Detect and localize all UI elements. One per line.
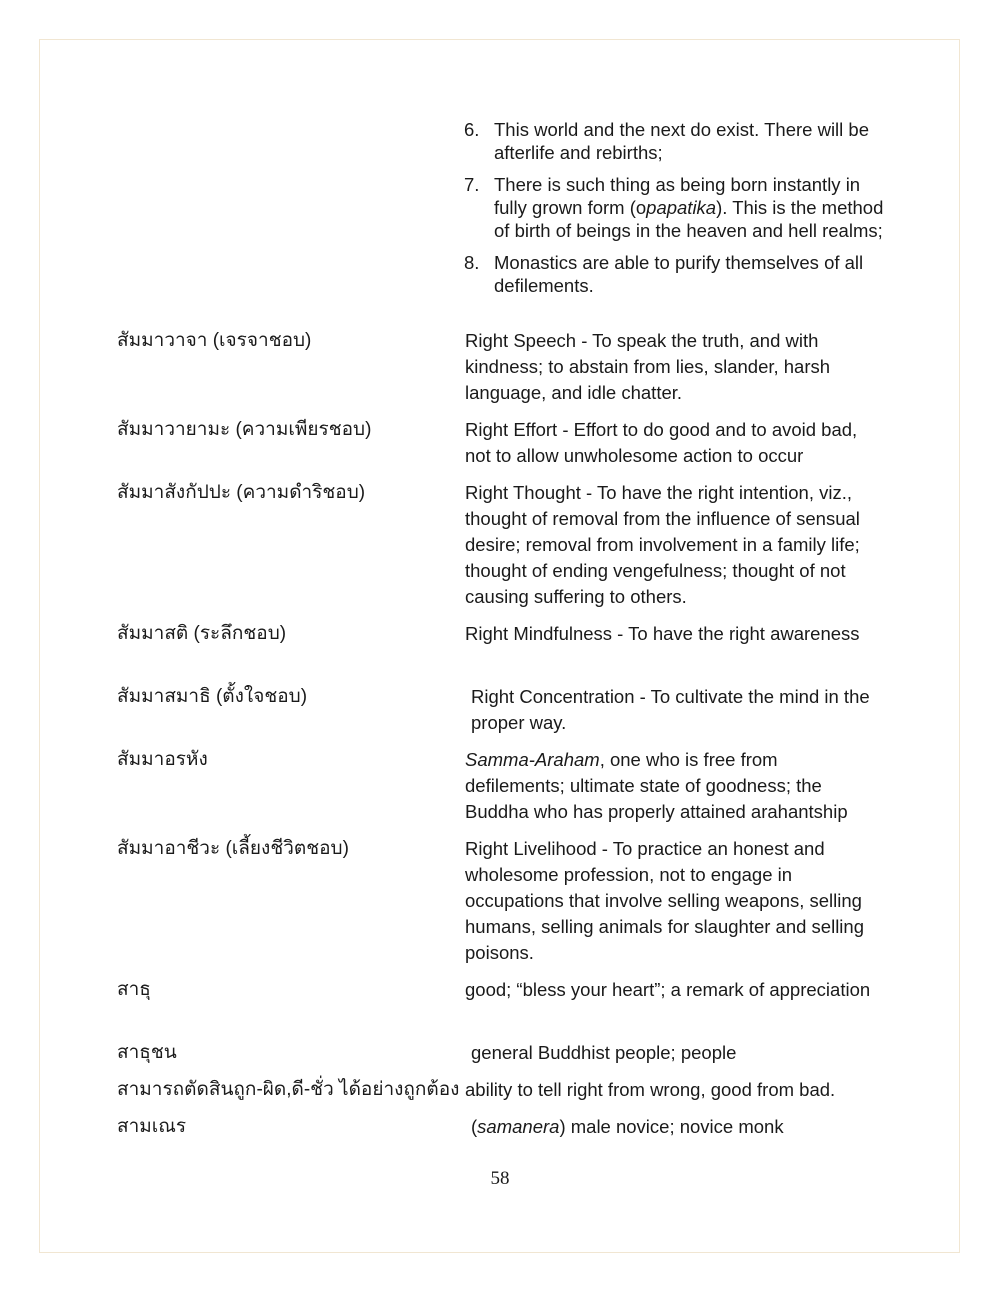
entry-definition: Right Mindfulness - To have the right awareness: [465, 623, 860, 644]
definition-italic: Samma-Araham: [465, 749, 600, 770]
entry-term: สามารถตัดสินถูก-ผิด,ดี-ชั่ว ได้อย่างถูกต้อง: [117, 1079, 460, 1100]
entry-definition: Right Concentration - To cultivate the mind in the proper way.: [471, 686, 870, 733]
entry-term: สัมมาวาจา (เจรจาชอบ): [117, 330, 312, 351]
entry-definition: ability to tell right from wrong, good from bad.: [465, 1079, 836, 1100]
item-number: 8.: [464, 252, 480, 273]
entry-term: สัมมาวายามะ (ความเพียรชอบ): [117, 419, 372, 440]
entry-term: สัมมาสมาธิ (ตั้งใจชอบ): [117, 686, 308, 707]
numbered-list: [464, 118, 894, 306]
list-item: [464, 251, 894, 297]
item-number: 7.: [464, 174, 480, 195]
entry-term: สัมมาอรหัง: [117, 749, 208, 770]
entry-definition: general Buddhist people; people: [471, 1042, 737, 1063]
entry-definition: [465, 747, 875, 825]
entry-definition: [471, 1114, 881, 1140]
entry-term: สัมมาสติ (ระลึกชอบ): [117, 623, 287, 644]
item-text: Monastics are able to purify themselves of all defilements.: [494, 252, 864, 296]
definition-text: , one who is free from defilements; ultimate state of goodness; the Buddha who has properly attained arahantship: [465, 749, 848, 822]
item-text: This world and the next do exist. There will be afterlife and rebirths;: [494, 119, 869, 163]
entry-term: สาธุ: [117, 979, 151, 1000]
entry-term: สัมมาอาชีวะ (เลี้ยงชีวิตชอบ): [117, 838, 349, 859]
item-text-italic: papatika: [646, 197, 717, 218]
entry-term: สัมมาสังกัปปะ (ความดำริชอบ): [117, 482, 366, 503]
list-item: [464, 173, 894, 242]
entry-definition: Right Thought - To have the right intention, viz., thought of removal from the influence of sensual desire; removal from involvement in a family life; thought of ending vengefulness; thought of not causing suffering to others.: [465, 482, 860, 607]
entry-definition: good; “bless your heart”; a remark of appreciation: [465, 979, 871, 1000]
item-number: 6.: [464, 119, 480, 140]
item-text: ). This is the method of birth of beings in the heaven and hell realms;: [494, 197, 884, 241]
list-item: [464, 118, 894, 164]
entry-definition: Right Livelihood - To practice an honest and wholesome profession, not to engage in occupations that involve selling weapons, selling humans, selling animals for slaughter and selling poisons.: [465, 838, 864, 963]
entry-term: สาธุชน: [117, 1042, 177, 1063]
item-text: There is such thing as being born instantly in fully grown form (o: [494, 174, 861, 218]
definition-italic: samanera: [477, 1116, 560, 1137]
entry-term: สามเณร: [117, 1116, 187, 1137]
entry-definition: Right Speech - To speak the truth, and with kindness; to abstain from lies, slander, harsh language, and idle chatter.: [465, 330, 831, 403]
definition-text: ) male novice; novice monk: [559, 1116, 784, 1137]
entry-definition: Right Effort - Effort to do good and to avoid bad, not to allow unwholesome action to occur: [465, 419, 858, 466]
page-number: 58: [490, 1168, 510, 1189]
definition-text: (: [471, 1116, 478, 1137]
